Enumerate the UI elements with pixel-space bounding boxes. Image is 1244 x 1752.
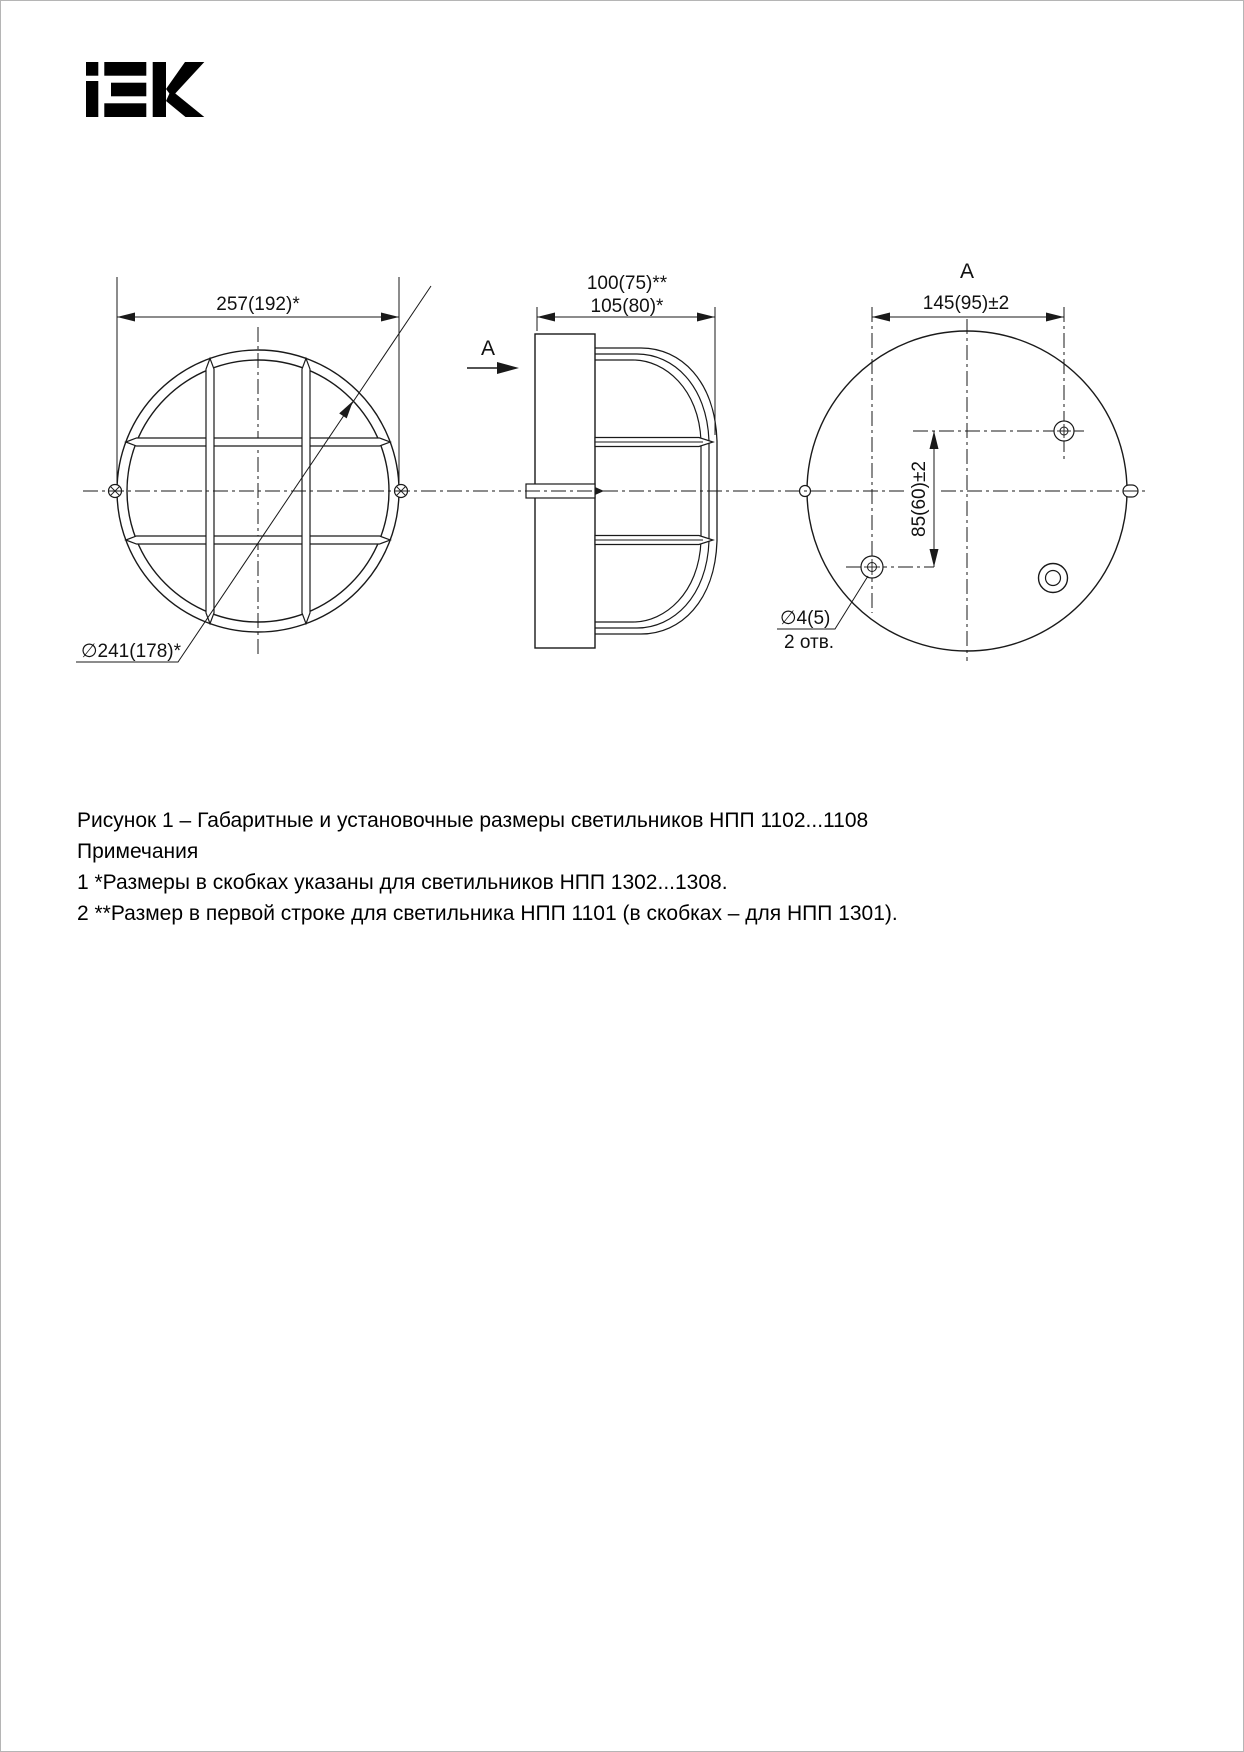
- side-view-drawing: [526, 273, 717, 648]
- dimension-arrow-icon: [381, 313, 399, 322]
- cable-entry-hole: [1039, 564, 1068, 593]
- hole-spacing-horizontal-dimension: 145(95)±2: [922, 293, 1010, 314]
- logo-k-lower-arm: [166, 90, 204, 117]
- logo-i-dot: [86, 62, 98, 76]
- hole-diameter-callout: ∅4(5): [780, 608, 831, 629]
- view-direction-indicator: [467, 337, 519, 374]
- logo-e-mid-bar: [111, 83, 146, 97]
- figure-caption: [77, 805, 1187, 929]
- dimension-arrow-icon: [1046, 313, 1064, 322]
- logo-e-top-bar: [104, 62, 146, 76]
- logo-k-stem: [153, 62, 166, 117]
- figure-title: Рисунок 1 – Габаритные и установочные размеры светильников НПП 1102...1108: [77, 809, 869, 832]
- iek-logo: [86, 62, 204, 117]
- technical-drawing: [1, 1, 1244, 761]
- view-direction-label: A: [480, 337, 496, 360]
- front-width-dimension: 257(192)*: [216, 294, 300, 315]
- front-view-drawing: [76, 277, 431, 662]
- hole-quantity-callout: 2 отв.: [784, 632, 835, 653]
- back-view-drawing: [777, 260, 1138, 661]
- side-depth-dimension-bottom: 105(80)*: [590, 296, 664, 317]
- mounting-hole-upper: [1054, 421, 1074, 441]
- note-2: 2 **Размер в первой строке для светильника НПП 1101 (в скобках – для НПП 1301).: [77, 902, 898, 925]
- mounting-hole-lower: [861, 556, 883, 578]
- dimension-arrow-icon: [697, 313, 715, 322]
- leader-line: [76, 286, 431, 662]
- grille-bar-horizontal: [126, 438, 390, 446]
- side-depth-dimension-top: 100(75)**: [586, 273, 668, 294]
- back-view-label: A: [959, 260, 975, 283]
- leader-arrow-icon: [339, 401, 353, 418]
- dimension-arrow-icon: [872, 313, 890, 322]
- logo-i-stem: [86, 81, 98, 117]
- dimension-arrow-icon: [537, 313, 555, 322]
- dimension-arrow-icon: [930, 431, 939, 449]
- hole-spacing-vertical-dimension: 85(60)±2: [909, 461, 930, 537]
- note-1: 1 *Размеры в скобках указаны для светильников НПП 1302...1308.: [77, 871, 728, 894]
- view-direction-arrow-icon: [497, 362, 519, 374]
- dimension-arrow-icon: [930, 549, 939, 567]
- dimension-arrow-icon: [117, 313, 135, 322]
- logo-e-bottom-bar: [104, 103, 146, 117]
- front-diameter-callout: ∅241(178)*: [81, 641, 182, 662]
- notes-header: Примечания: [77, 840, 199, 863]
